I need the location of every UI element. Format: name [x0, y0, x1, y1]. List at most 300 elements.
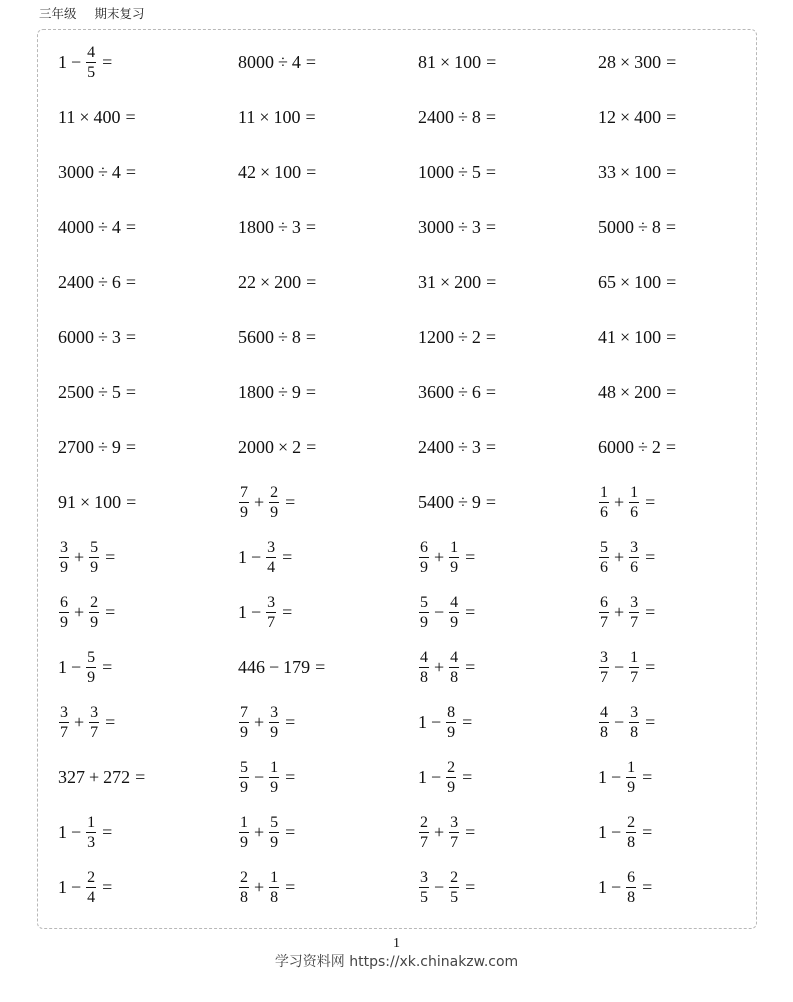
problem-item [238, 805, 418, 860]
fraction-denominator: 6 [600, 504, 608, 521]
number: 3000 [418, 217, 454, 237]
operator: ÷ [278, 217, 288, 237]
problem-item [58, 530, 238, 585]
operator: × [278, 437, 289, 457]
number: 2500 [58, 382, 94, 402]
fraction-denominator: 8 [630, 724, 639, 741]
fraction-denominator: 9 [240, 834, 248, 851]
number: 28 [598, 52, 616, 72]
fraction-numerator: 3 [630, 594, 639, 611]
operator: ÷ [278, 382, 288, 402]
problem-item [58, 35, 238, 90]
equals-sign: = [465, 547, 476, 567]
equals-sign: = [285, 767, 296, 787]
problem-item [598, 640, 748, 695]
problem-item [598, 200, 748, 255]
equals-sign: = [102, 657, 113, 677]
fraction-numerator: 2 [450, 869, 459, 886]
problem-item [238, 475, 418, 530]
fraction-numerator: 1 [240, 814, 248, 831]
operator: ÷ [98, 162, 108, 182]
equals-sign: = [305, 52, 317, 72]
problem-item [58, 695, 238, 750]
fraction [626, 869, 636, 906]
operator: + [74, 602, 85, 622]
operator: ÷ [638, 437, 648, 457]
fraction-numerator: 2 [420, 814, 428, 831]
equals-sign: = [102, 822, 113, 842]
operator: − [614, 657, 625, 677]
number: 1 [58, 877, 67, 897]
fraction-denominator: 9 [420, 559, 428, 576]
equals-sign: = [645, 712, 656, 732]
equals-sign: = [485, 492, 497, 512]
problem-grid [58, 35, 748, 915]
number: 100 [634, 327, 662, 347]
problem-item [238, 860, 418, 915]
fraction-denominator: 8 [627, 889, 636, 906]
problem-item [418, 750, 598, 805]
equals-sign: = [642, 767, 653, 787]
equals-sign: = [125, 162, 137, 182]
fraction [629, 594, 639, 631]
number: 9 [111, 437, 121, 457]
fraction-numerator: 3 [600, 649, 608, 666]
number: 1 [598, 822, 607, 842]
problem-item [238, 365, 418, 420]
number: 33 [598, 162, 616, 182]
operator: × [620, 162, 631, 182]
fraction-numerator: 1 [627, 759, 636, 776]
fraction [419, 649, 429, 686]
problem-item [58, 365, 238, 420]
problem-item [598, 255, 748, 310]
operator: − [71, 822, 82, 842]
operator: − [251, 547, 262, 567]
fraction [239, 484, 249, 521]
problem-item [418, 420, 598, 475]
problem-item [418, 475, 598, 530]
fraction [599, 594, 609, 631]
operator: × [259, 107, 270, 127]
fraction [449, 649, 459, 686]
number: 3 [471, 217, 481, 237]
fraction [419, 594, 429, 631]
fraction-numerator: 1 [630, 484, 639, 501]
fraction-numerator: 5 [420, 594, 428, 611]
equals-sign: = [666, 382, 677, 402]
problem-item [238, 695, 418, 750]
fraction-denominator: 9 [270, 779, 279, 796]
fraction-denominator: 8 [450, 669, 459, 686]
fraction-denominator: 9 [60, 614, 68, 631]
fraction [599, 484, 609, 521]
fraction [449, 539, 459, 576]
number: 22 [238, 272, 256, 292]
number: 2 [471, 327, 481, 347]
operator: ÷ [458, 217, 468, 237]
number: 11 [238, 107, 256, 127]
operator: × [80, 492, 91, 512]
fraction [629, 704, 639, 741]
number: 100 [273, 107, 301, 127]
equals-sign: = [285, 877, 296, 897]
fraction [629, 649, 639, 686]
equals-sign: = [465, 822, 476, 842]
fraction [269, 869, 279, 906]
fraction [419, 539, 429, 576]
number: 327 [58, 767, 85, 787]
fraction-denominator: 7 [267, 614, 276, 631]
number: 1 [58, 822, 67, 842]
number: 2400 [418, 107, 454, 127]
fraction-denominator: 7 [600, 669, 608, 686]
problem-item [238, 585, 418, 640]
number: 400 [93, 107, 121, 127]
equals-sign: = [306, 162, 317, 182]
operator: + [254, 877, 265, 897]
problem-item [418, 90, 598, 145]
fraction-numerator: 3 [630, 539, 639, 556]
equals-sign: = [665, 217, 677, 237]
number: 2400 [58, 272, 94, 292]
problem-item [598, 695, 748, 750]
number: 100 [634, 162, 662, 182]
operator: ÷ [278, 52, 288, 72]
equals-sign: = [305, 217, 317, 237]
problem-item [58, 805, 238, 860]
fraction [629, 539, 639, 576]
operator: × [440, 272, 451, 292]
operator: − [251, 602, 262, 622]
operator: − [254, 767, 265, 787]
fraction [446, 704, 456, 741]
problem-item [418, 200, 598, 255]
fraction-numerator: 1 [270, 759, 279, 776]
equals-sign: = [642, 822, 653, 842]
equals-sign: = [285, 712, 296, 732]
number: 6 [471, 382, 481, 402]
fraction [419, 814, 429, 851]
fraction [269, 814, 279, 851]
operator: ÷ [458, 437, 468, 457]
fraction-numerator: 3 [60, 704, 68, 721]
equals-sign: = [666, 272, 677, 292]
fraction [266, 539, 276, 576]
problem-item [58, 200, 238, 255]
fraction-denominator: 3 [87, 834, 96, 851]
number: 12 [598, 107, 616, 127]
operator: ÷ [98, 217, 108, 237]
number: 48 [598, 382, 616, 402]
problem-item [418, 640, 598, 695]
number: 100 [274, 162, 302, 182]
fraction-numerator: 7 [240, 484, 248, 501]
fraction-numerator: 4 [420, 649, 428, 666]
number: 31 [418, 272, 436, 292]
equals-sign: = [126, 492, 137, 512]
fraction-numerator: 3 [60, 539, 68, 556]
equals-sign: = [665, 437, 677, 457]
fraction [599, 539, 609, 576]
equals-sign: = [102, 877, 113, 897]
operator: ÷ [638, 217, 648, 237]
number: 1 [418, 712, 427, 732]
operator: + [254, 822, 265, 842]
problem-item [58, 145, 238, 200]
number: 300 [634, 52, 662, 72]
number: 3000 [58, 162, 94, 182]
fraction [89, 704, 99, 741]
page-header [39, 4, 145, 22]
number: 2 [651, 437, 661, 457]
equals-sign: = [666, 107, 677, 127]
number: 100 [634, 272, 662, 292]
operator: + [614, 492, 625, 512]
problem-item [598, 365, 748, 420]
equals-sign: = [135, 767, 146, 787]
operator: ÷ [458, 162, 468, 182]
operator: + [434, 657, 445, 677]
fraction-numerator: 3 [270, 704, 279, 721]
operator: + [434, 822, 445, 842]
fraction-numerator: 3 [420, 869, 428, 886]
operator: ÷ [98, 272, 108, 292]
problem-item [58, 475, 238, 530]
fraction-numerator: 2 [627, 814, 636, 831]
operator: ÷ [458, 107, 468, 127]
problem-item [418, 585, 598, 640]
fraction-numerator: 4 [450, 594, 459, 611]
problem-item [58, 310, 238, 365]
problem-item [418, 310, 598, 365]
problem-item [418, 530, 598, 585]
number: 3 [291, 217, 301, 237]
fraction [239, 869, 249, 906]
fraction [86, 869, 96, 906]
problem-item [598, 420, 748, 475]
fraction-numerator: 1 [600, 484, 608, 501]
operator: − [71, 657, 82, 677]
equals-sign: = [285, 492, 296, 512]
fraction-denominator: 9 [270, 504, 279, 521]
number: 41 [598, 327, 616, 347]
operator: × [620, 272, 631, 292]
problem-item [418, 805, 598, 860]
operator: × [620, 382, 631, 402]
fraction-numerator: 1 [450, 539, 459, 556]
number: 9 [471, 492, 481, 512]
operator: ÷ [98, 382, 108, 402]
fraction [446, 759, 456, 796]
fraction [239, 704, 249, 741]
fraction [239, 759, 249, 796]
fraction-denominator: 8 [240, 889, 248, 906]
problem-item [238, 530, 418, 585]
fraction-numerator: 2 [270, 484, 279, 501]
equals-sign: = [305, 382, 317, 402]
operator: − [434, 877, 445, 897]
fraction [269, 704, 279, 741]
problem-item [598, 860, 748, 915]
number: 6000 [58, 327, 94, 347]
equals-sign: = [465, 877, 476, 897]
operator: ÷ [98, 327, 108, 347]
equals-sign: = [666, 327, 677, 347]
number: 100 [454, 52, 482, 72]
problem-item [598, 805, 748, 860]
number: 1200 [418, 327, 454, 347]
fraction [449, 869, 459, 906]
equals-sign: = [642, 877, 653, 897]
fraction [239, 814, 249, 851]
fraction-denominator: 9 [90, 559, 99, 576]
problem-item [598, 90, 748, 145]
problem-item [238, 420, 418, 475]
operator: × [620, 327, 631, 347]
number: 272 [103, 767, 131, 787]
fraction-denominator: 9 [627, 779, 636, 796]
number: 1 [238, 602, 247, 622]
operator: × [79, 107, 90, 127]
operator: − [611, 767, 622, 787]
operator: ÷ [458, 327, 468, 347]
number: 1000 [418, 162, 454, 182]
fraction-denominator: 6 [600, 559, 608, 576]
problem-item [238, 310, 418, 365]
operator: − [611, 877, 622, 897]
fraction-denominator: 8 [600, 724, 608, 741]
operator: × [260, 162, 271, 182]
fraction-numerator: 8 [447, 704, 456, 721]
number: 5600 [238, 327, 274, 347]
number: 200 [274, 272, 302, 292]
equals-sign: = [315, 657, 326, 677]
number: 4000 [58, 217, 94, 237]
number: 65 [598, 272, 616, 292]
fraction [419, 869, 429, 906]
equals-sign: = [105, 547, 116, 567]
equals-sign: = [485, 162, 497, 182]
operator: ÷ [98, 437, 108, 457]
fraction-numerator: 2 [240, 869, 248, 886]
fraction [86, 44, 96, 81]
equals-sign: = [306, 272, 317, 292]
fraction-numerator: 6 [60, 594, 68, 611]
number: 6 [111, 272, 121, 292]
fraction [626, 759, 636, 796]
fraction-numerator: 5 [90, 539, 99, 556]
fraction [269, 759, 279, 796]
fraction [599, 704, 609, 741]
fraction-denominator: 8 [270, 889, 279, 906]
equals-sign: = [485, 437, 497, 457]
equals-sign: = [486, 52, 497, 72]
operator: × [620, 52, 631, 72]
fraction [449, 594, 459, 631]
fraction [86, 649, 96, 686]
number: 400 [634, 107, 662, 127]
fraction-numerator: 1 [87, 814, 96, 831]
fraction-denominator: 7 [60, 724, 68, 741]
equals-sign: = [486, 272, 497, 292]
problem-item [598, 475, 748, 530]
operator: × [440, 52, 451, 72]
equals-sign: = [282, 602, 293, 622]
operator: + [434, 547, 445, 567]
fraction-denominator: 8 [420, 669, 428, 686]
fraction-denominator: 9 [450, 559, 459, 576]
number: 2700 [58, 437, 94, 457]
problem-item [238, 90, 418, 145]
problem-item [598, 35, 748, 90]
fraction-numerator: 4 [87, 44, 96, 61]
equals-sign: = [485, 107, 497, 127]
problem-item [238, 200, 418, 255]
operator: × [260, 272, 271, 292]
equals-sign: = [462, 712, 473, 732]
fraction-numerator: 6 [627, 869, 636, 886]
number: 42 [238, 162, 256, 182]
fraction-numerator: 2 [447, 759, 456, 776]
equals-sign: = [285, 822, 296, 842]
number: 5000 [598, 217, 634, 237]
problem-item [598, 530, 748, 585]
number: 1800 [238, 382, 274, 402]
number: 3600 [418, 382, 454, 402]
problem-item [418, 255, 598, 310]
number: 8 [291, 327, 301, 347]
equals-sign: = [125, 327, 137, 347]
problem-item [418, 860, 598, 915]
operator: + [254, 492, 265, 512]
number: 1800 [238, 217, 274, 237]
number: 2 [292, 437, 302, 457]
problem-item [58, 860, 238, 915]
fraction-numerator: 6 [600, 594, 608, 611]
equals-sign: = [645, 492, 656, 512]
equals-sign: = [465, 602, 476, 622]
problem-item [58, 750, 238, 805]
operator: − [269, 657, 280, 677]
fraction [59, 539, 69, 576]
problem-item [418, 695, 598, 750]
equals-sign: = [485, 327, 497, 347]
fraction-denominator: 5 [450, 889, 459, 906]
fraction-numerator: 7 [240, 704, 248, 721]
number: 446 [238, 657, 265, 677]
number: 4 [291, 52, 301, 72]
equals-sign: = [645, 547, 656, 567]
problem-item [418, 145, 598, 200]
fraction-numerator: 3 [90, 704, 99, 721]
fraction-denominator: 7 [600, 614, 608, 631]
number: 4 [111, 217, 121, 237]
problem-item [598, 585, 748, 640]
problem-item [418, 35, 598, 90]
equals-sign: = [666, 162, 677, 182]
fraction-denominator: 4 [267, 559, 276, 576]
problem-item [598, 310, 748, 365]
number: 1 [58, 52, 67, 72]
equals-sign: = [125, 107, 136, 127]
fraction [59, 594, 69, 631]
operator: + [89, 767, 100, 787]
operator: − [71, 52, 82, 72]
operator: − [434, 602, 445, 622]
number: 81 [418, 52, 436, 72]
number: 1 [58, 657, 67, 677]
